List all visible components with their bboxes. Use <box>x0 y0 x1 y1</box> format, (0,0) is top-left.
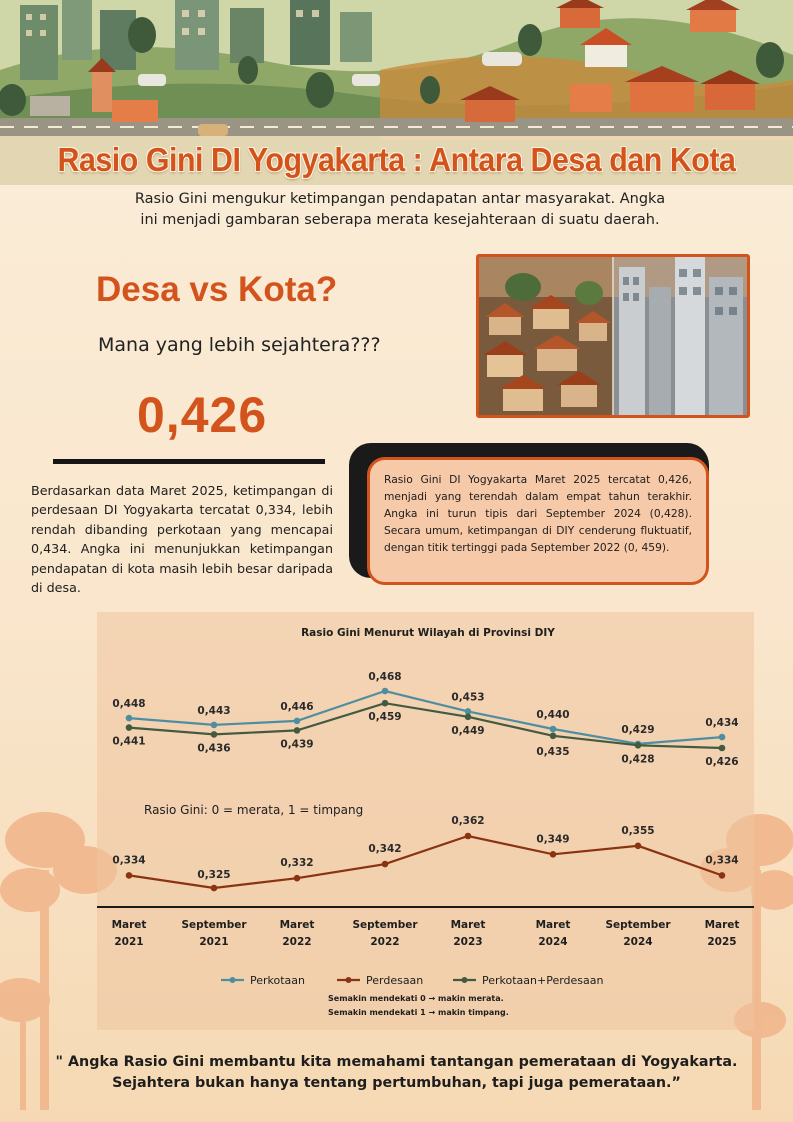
page-title: Rasio Gini DI Yogyakarta : Antara Desa dan Kota <box>57 141 736 178</box>
data-label-perdesaan: 0,342 <box>368 843 402 856</box>
quote-line-2: Sejahtera bukan hanya tentang pertumbuhan, tapi juga pemerataan.” <box>112 1075 681 1091</box>
data-point-perkotaan-perdesaan <box>126 724 133 731</box>
data-point-perkotaan <box>382 688 389 695</box>
hero-heading: Desa vs Kota? <box>96 270 338 309</box>
data-label-perdesaan: 0,362 <box>451 815 485 827</box>
data-point-perdesaan <box>465 833 472 840</box>
data-label-perkotaan-perdesaan: 0,435 <box>536 745 570 758</box>
data-label-perkotaan-perdesaan: 0,441 <box>112 735 146 748</box>
chart-panel <box>97 612 754 1030</box>
x-tick-year: 2024 <box>538 936 568 948</box>
data-label-perkotaan: 0,434 <box>705 717 739 730</box>
legend-label: Perdesaan <box>366 974 424 987</box>
data-label-perdesaan: 0,334 <box>705 854 739 867</box>
data-label-perkotaan: 0,453 <box>451 691 485 704</box>
x-tick-label: September <box>605 919 671 931</box>
data-label-perkotaan-perdesaan: 0,459 <box>368 711 402 724</box>
x-tick-label: September <box>352 919 418 931</box>
intro-line-2: ini menjadi gambaran seberapa merata kesejahteraan di suatu daerah. <box>140 212 660 228</box>
divider-line <box>53 459 325 464</box>
chart-title: Rasio Gini Menurut Wilayah di Provinsi DIY <box>301 627 555 639</box>
data-label-perkotaan-perdesaan: 0,439 <box>280 738 314 751</box>
data-point-perkotaan-perdesaan <box>635 742 642 749</box>
legend-label: Perkotaan <box>250 974 306 987</box>
title-bar <box>0 136 793 184</box>
data-point-perdesaan <box>550 851 557 858</box>
data-point-perkotaan <box>211 722 218 729</box>
legend-marker <box>346 977 352 983</box>
data-label-perkotaan-perdesaan: 0,436 <box>197 742 231 755</box>
data-point-perdesaan <box>719 872 726 879</box>
x-tick-label: Maret <box>111 919 147 931</box>
x-tick-label: Maret <box>450 919 486 931</box>
chart-note-2: Semakin mendekati 1 → makin timpang. <box>328 1008 509 1017</box>
legend-marker <box>462 977 468 983</box>
data-label-perkotaan: 0,468 <box>368 671 402 683</box>
chart-note-1: Semakin mendekati 0 → makin merata. <box>328 994 504 1003</box>
x-tick-label: Maret <box>535 919 571 931</box>
data-point-perdesaan <box>126 872 133 879</box>
x-tick-year: 2022 <box>282 936 312 948</box>
hero-big-number: 0,426 <box>137 387 268 443</box>
data-point-perkotaan-perdesaan <box>294 727 301 734</box>
data-point-perkotaan-perdesaan <box>550 733 557 740</box>
legend-marker <box>230 977 236 983</box>
data-label-perkotaan: 0,448 <box>112 698 146 711</box>
data-label-perdesaan: 0,349 <box>536 833 570 846</box>
data-point-perkotaan <box>294 718 301 725</box>
data-label-perkotaan: 0,446 <box>280 700 314 713</box>
data-point-perkotaan <box>719 734 726 741</box>
closing-quote <box>40 1052 753 1094</box>
data-point-perkotaan-perdesaan <box>465 714 472 721</box>
data-label-perdesaan: 0,334 <box>112 854 146 867</box>
data-label-perkotaan: 0,440 <box>536 709 570 721</box>
callout-text: Rasio Gini DI Yogyakarta Maret 2025 tercatat 0,426, menjadi yang terendah dalam empat tahun terakhir. Angka ini turun tipis dari September 2024 (0,428). Secara umum, ketimpangan di DIY cenderung fluktuatif, dengan titik tertinggi pada September 2022 (0, 459). <box>384 473 692 554</box>
data-point-perkotaan-perdesaan <box>382 700 389 707</box>
series-line-perkotaan <box>129 691 722 744</box>
data-label-perdesaan: 0,355 <box>621 824 655 837</box>
hero-subheading: Mana yang lebih sejahtera??? <box>98 334 381 356</box>
x-tick-label: Maret <box>704 919 740 931</box>
quote-line-1: " Angka Rasio Gini membantu kita memahami tantangan pemerataan di Yogyakarta. <box>55 1054 738 1070</box>
data-point-perdesaan <box>294 875 301 882</box>
rural-urban-paragraph: Berdasarkan data Maret 2025, ketimpangan di perdesaan DI Yogyakarta tercatat 0,334, lebih rendah dibanding perkotaan yang mencapai 0,434. Angka ini menunjukkan ketimpangan pendapatan di kota masih lebih besar daripada di desa. <box>31 483 333 596</box>
x-tick-year: 2023 <box>453 936 483 948</box>
data-point-perdesaan <box>211 885 218 892</box>
intro-text <box>100 189 700 231</box>
data-point-perkotaan-perdesaan <box>211 731 218 738</box>
village-vs-city-image <box>476 254 750 418</box>
gini-line-chart <box>97 612 754 1030</box>
data-label-perkotaan-perdesaan: 0,426 <box>705 756 739 768</box>
data-label-perkotaan-perdesaan: 0,428 <box>621 753 655 766</box>
legend-label: Perkotaan+Perdesaan <box>482 974 604 987</box>
data-point-perkotaan <box>550 726 557 733</box>
data-point-perkotaan <box>126 715 133 722</box>
x-tick-year: 2022 <box>370 936 400 948</box>
data-label-perkotaan: 0,429 <box>621 723 655 736</box>
data-point-perkotaan-perdesaan <box>719 745 726 752</box>
chart-annotation: Rasio Gini: 0 = merata, 1 = timpang <box>144 803 364 817</box>
data-point-perdesaan <box>382 861 389 868</box>
intro-line-1: Rasio Gini mengukur ketimpangan pendapatan antar masyarakat. Angka <box>134 191 666 207</box>
village-city-illustration <box>479 257 747 415</box>
x-tick-label: September <box>181 919 247 931</box>
data-label-perkotaan: 0,443 <box>197 704 231 717</box>
x-tick-year: 2025 <box>707 936 737 948</box>
data-point-perdesaan <box>635 843 642 850</box>
data-label-perkotaan-perdesaan: 0,449 <box>451 724 485 737</box>
data-label-perdesaan: 0,325 <box>197 869 231 881</box>
data-label-perdesaan: 0,332 <box>280 857 314 870</box>
x-tick-year: 2021 <box>114 936 144 948</box>
x-tick-year: 2021 <box>199 936 229 948</box>
x-tick-year: 2024 <box>623 936 653 948</box>
callout-box <box>367 457 709 585</box>
x-tick-label: Maret <box>279 919 315 931</box>
